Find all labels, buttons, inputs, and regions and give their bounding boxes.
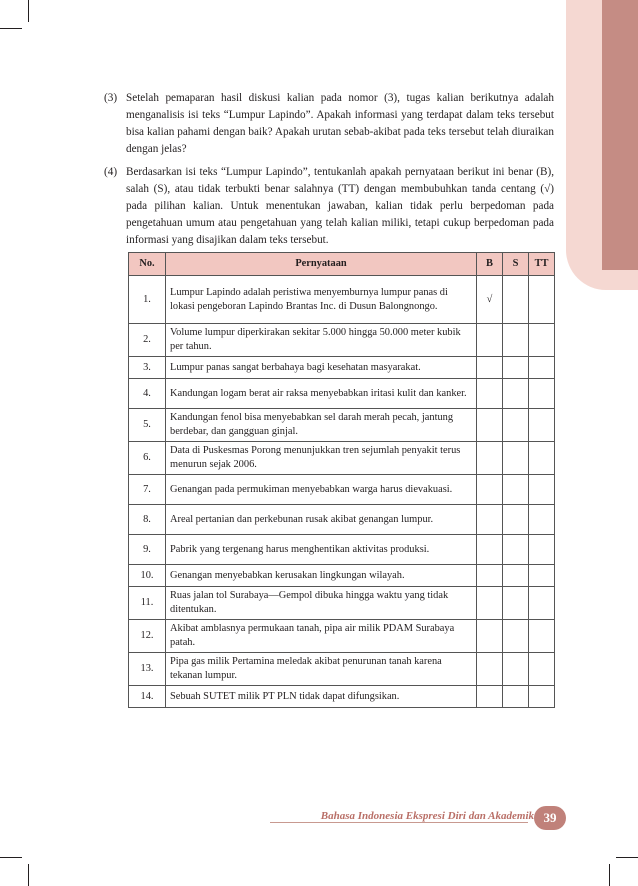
answer-s-cell[interactable] [503, 324, 529, 357]
table-row [129, 357, 555, 379]
answer-tt-cell[interactable] [529, 565, 555, 587]
crop-mark [609, 864, 610, 886]
footer-rule [270, 822, 528, 823]
answer-b-cell[interactable] [477, 475, 503, 505]
page-number: 39 [534, 806, 566, 830]
answer-b-cell[interactable] [477, 357, 503, 379]
answer-s-cell[interactable] [503, 505, 529, 535]
statement-text: Kandungan fenol bisa menyebabkan sel darah merah pecah, jantung berdebar, dan gangguan ginjal. [166, 409, 477, 442]
paragraph-text: Setelah pemaparan hasil diskusi kalian pada nomor (3), tugas kalian berikutnya adalah menganalisis isi teks “Lumpur Lapindo”. Apakah informasi yang terdapat dalam teks tersebut bisa kalian pahami dengan baik? Apakah urutan sebab-akibat pada teks tersebut telah diuraikan dengan jelas? [126, 92, 554, 155]
answer-s-cell[interactable] [503, 565, 529, 587]
statement-text: Genangan menyebabkan kerusakan lingkungan wilayah. [166, 565, 477, 587]
row-number: 1. [129, 276, 166, 324]
answer-tt-cell[interactable] [529, 379, 555, 409]
crop-mark [616, 857, 638, 858]
statement-text: Kandungan logam berat air raksa menyebabkan iritasi kulit dan kanker. [166, 379, 477, 409]
answer-s-cell[interactable] [503, 587, 529, 620]
statement-text: Lumpur Lapindo adalah peristiwa menyemburnya lumpur panas di lokasi pengeboran Lapindo Brantas Inc. di Dusun Balongnongo. [166, 276, 477, 324]
row-number: 7. [129, 475, 166, 505]
decorative-stripe [602, 0, 638, 270]
table-header-row [129, 253, 555, 276]
statement-text: Sebuah SUTET milik PT PLN tidak dapat difungsikan. [166, 686, 477, 708]
answer-b-cell[interactable]: √ [477, 276, 503, 324]
table-row [129, 686, 555, 708]
statement-text: Pabrik yang tergenang harus menghentikan aktivitas produksi. [166, 535, 477, 565]
paragraph-text: Berdasarkan isi teks “Lumpur Lapindo”, tentukanlah apakah pernyataan berikut ini benar (B), salah (S), atau tidak terbukti benar salahnya (TT) dengan membubuhkan tanda centang (√) pada pilihan kalian. Untuk menentukan jawaban, kalian tidak perlu berpedoman pada pengetahuan umum atau pengetahuan yang telah kalian miliki, tetapi cukup berpedoman pada informasi yang disajikan dalam teks tersebut. [126, 166, 554, 246]
row-number: 12. [129, 620, 166, 653]
crop-mark [0, 857, 22, 858]
statement-table [128, 252, 555, 708]
header-b: B [477, 253, 503, 276]
answer-b-cell[interactable] [477, 442, 503, 475]
statement-text: Areal pertanian dan perkebunan rusak akibat genangan lumpur. [166, 505, 477, 535]
answer-b-cell[interactable] [477, 653, 503, 686]
answer-b-cell[interactable] [477, 379, 503, 409]
answer-s-cell[interactable] [503, 535, 529, 565]
crop-mark [0, 28, 22, 29]
answer-b-cell[interactable] [477, 324, 503, 357]
table-row [129, 379, 555, 409]
crop-mark [28, 0, 29, 22]
table-row [129, 535, 555, 565]
row-number: 11. [129, 587, 166, 620]
answer-tt-cell[interactable] [529, 587, 555, 620]
answer-tt-cell[interactable] [529, 324, 555, 357]
table-row [129, 653, 555, 686]
header-s: S [503, 253, 529, 276]
answer-s-cell[interactable] [503, 409, 529, 442]
statement-text: Akibat amblasnya permukaan tanah, pipa air milik PDAM Surabaya patah. [166, 620, 477, 653]
answer-b-cell[interactable] [477, 620, 503, 653]
answer-tt-cell[interactable] [529, 535, 555, 565]
table-row [129, 565, 555, 587]
header-statement: Pernyataan [166, 253, 477, 276]
answer-b-cell[interactable] [477, 686, 503, 708]
answer-b-cell[interactable] [477, 505, 503, 535]
answer-s-cell[interactable] [503, 379, 529, 409]
row-number: 6. [129, 442, 166, 475]
row-number: 8. [129, 505, 166, 535]
table-row [129, 442, 555, 475]
table-row [129, 620, 555, 653]
instructions [104, 90, 554, 255]
row-number: 9. [129, 535, 166, 565]
answer-s-cell[interactable] [503, 620, 529, 653]
header-tt: TT [529, 253, 555, 276]
answer-s-cell[interactable] [503, 276, 529, 324]
row-number: 14. [129, 686, 166, 708]
answer-tt-cell[interactable] [529, 620, 555, 653]
table-row [129, 324, 555, 357]
answer-tt-cell[interactable] [529, 409, 555, 442]
statement-text: Volume lumpur diperkirakan sekitar 5.000 hingga 50.000 meter kubik per tahun. [166, 324, 477, 357]
row-number: 5. [129, 409, 166, 442]
row-number: 2. [129, 324, 166, 357]
table-row [129, 505, 555, 535]
answer-b-cell[interactable] [477, 535, 503, 565]
statement-text: Genangan pada permukiman menyebabkan warga harus dievakuasi. [166, 475, 477, 505]
paragraph-number: (4) [104, 166, 118, 178]
answer-tt-cell[interactable] [529, 653, 555, 686]
crop-mark [28, 864, 29, 886]
answer-s-cell[interactable] [503, 357, 529, 379]
answer-b-cell[interactable] [477, 587, 503, 620]
table-row [129, 276, 555, 324]
table-row [129, 409, 555, 442]
table-row [129, 587, 555, 620]
answer-s-cell[interactable] [503, 653, 529, 686]
table-row [129, 475, 555, 505]
header-no: No. [129, 253, 166, 276]
paragraph-4 [104, 164, 554, 249]
answer-tt-cell[interactable] [529, 505, 555, 535]
answer-b-cell[interactable] [477, 409, 503, 442]
answer-tt-cell[interactable] [529, 475, 555, 505]
statement-text: Pipa gas milik Pertamina meledak akibat penurunan tanah karena tekanan lumpur. [166, 653, 477, 686]
answer-tt-cell[interactable] [529, 442, 555, 475]
statement-text: Ruas jalan tol Surabaya—Gempol dibuka hingga waktu yang tidak ditentukan. [166, 587, 477, 620]
row-number: 10. [129, 565, 166, 587]
footer-book-title: Bahasa Indonesia Ekspresi Diri dan Akademik [320, 810, 534, 822]
statement-text: Lumpur panas sangat berbahaya bagi kesehatan masyarakat. [166, 357, 477, 379]
answer-s-cell[interactable] [503, 686, 529, 708]
answer-tt-cell[interactable] [529, 357, 555, 379]
row-number: 13. [129, 653, 166, 686]
row-number: 4. [129, 379, 166, 409]
answer-tt-cell[interactable] [529, 276, 555, 324]
answer-s-cell[interactable] [503, 475, 529, 505]
paragraph-number: (3) [104, 92, 118, 104]
answer-b-cell[interactable] [477, 565, 503, 587]
statement-text: Data di Puskesmas Porong menunjukkan tren sejumlah penyakit terus menurun sejak 2006. [166, 442, 477, 475]
row-number: 3. [129, 357, 166, 379]
answer-s-cell[interactable] [503, 442, 529, 475]
answer-tt-cell[interactable] [529, 686, 555, 708]
paragraph-3 [104, 90, 554, 158]
